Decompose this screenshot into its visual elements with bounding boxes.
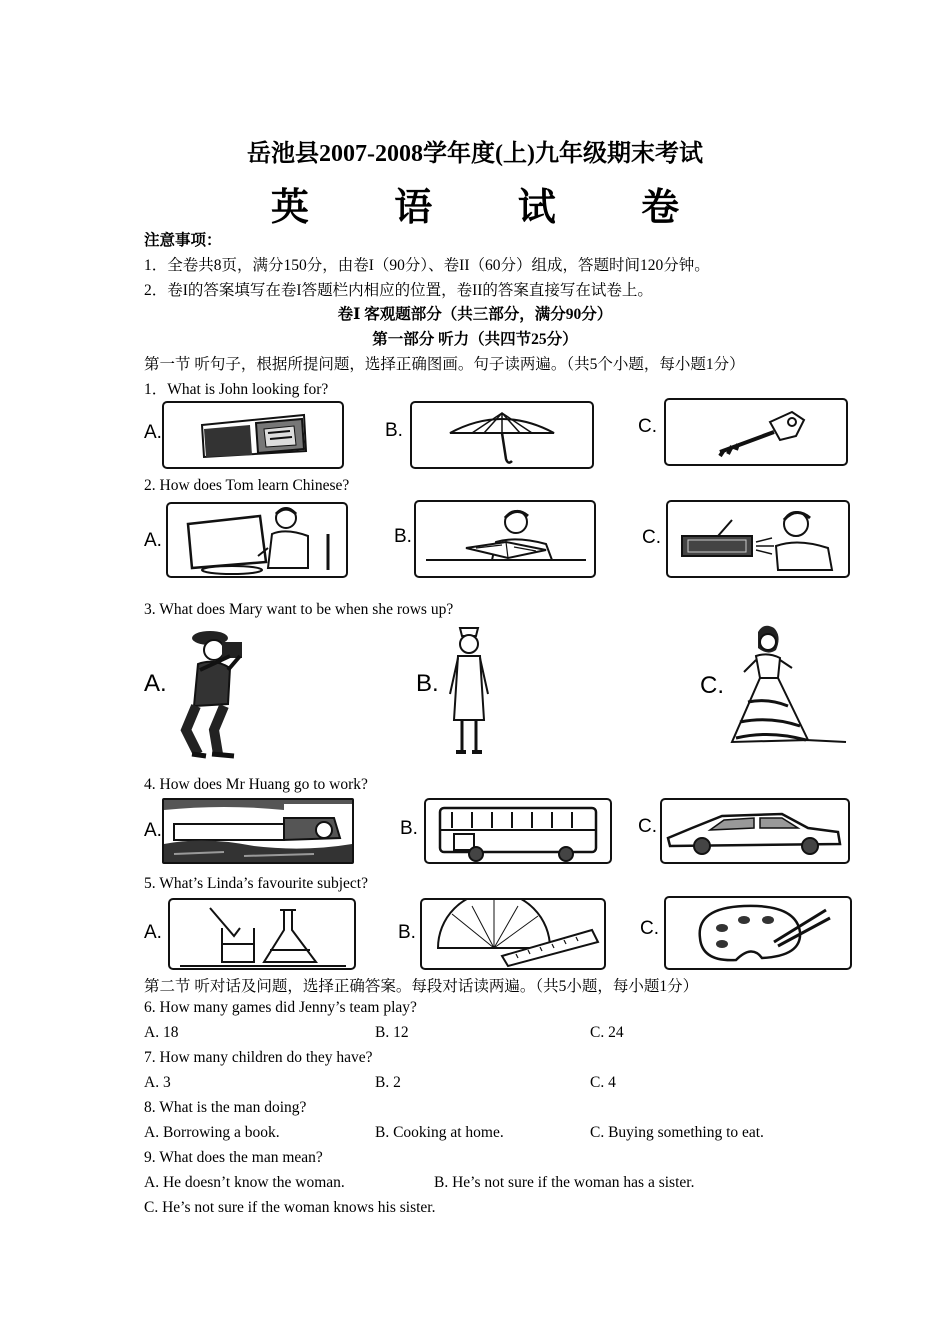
option-b-label: B. — [398, 922, 416, 943]
chemistry-flask-picture — [168, 898, 356, 970]
option-a-label: A. — [144, 530, 162, 551]
question-9-text: 9. What does the man mean? — [144, 1149, 323, 1166]
option-a-label: A. — [144, 922, 162, 943]
train-picture — [162, 798, 354, 864]
option-c: C. He’s not sure if the woman knows his sister. — [144, 1199, 436, 1216]
photographer-icon — [170, 626, 254, 760]
option-b-label: B. — [400, 818, 418, 839]
option-b: B. 2 — [375, 1074, 401, 1091]
car-picture — [660, 798, 850, 864]
note-item: 1．全卷共8页，满分150分，由卷I（90分）、卷II（60分）组成，答题时间120分钟。 — [144, 257, 710, 274]
exam-subtitle: 英 语 试 卷 — [270, 185, 716, 229]
question-6-text: 6. How many games did Jenny’s team play? — [144, 999, 417, 1016]
question-5-text: 5. What’s Linda’s favourite subject? — [144, 875, 368, 892]
option-c-label: C. — [638, 816, 657, 837]
option-b-label: B. — [394, 526, 412, 547]
question-1-text: 1．What is John looking for? — [144, 381, 329, 398]
part-heading: 第一部分 听力（共四节25分） — [372, 331, 578, 348]
option-b-label: B. — [416, 670, 439, 697]
wallet-icon — [164, 403, 342, 467]
boy-listening-radio-picture — [666, 500, 850, 578]
car-icon — [662, 800, 848, 862]
photographer-picture — [170, 626, 254, 760]
option-a-label: A. — [144, 670, 167, 697]
protractor-icon — [422, 900, 604, 968]
option-a: A. 3 — [144, 1074, 171, 1091]
option-c: C. 4 — [590, 1074, 616, 1091]
notes-heading: 注意事项： — [144, 232, 222, 249]
palette-icon — [666, 898, 850, 968]
dancer-icon — [728, 622, 848, 750]
bus-picture — [424, 798, 612, 864]
option-c: C. Buying something to eat. — [590, 1124, 764, 1141]
option-c-label: C. — [700, 672, 724, 699]
option-a: A. He doesn’t know the woman. — [144, 1174, 345, 1191]
computer-boy-icon — [168, 504, 346, 576]
option-b: B. 12 — [375, 1024, 409, 1041]
option-c-label: C. — [642, 527, 661, 548]
exam-title: 岳池县2007-2008学年度(上)九年级期末考试 — [247, 141, 703, 167]
question-7-text: 7. How many children do they have? — [144, 1049, 373, 1066]
option-c-label: C. — [638, 416, 657, 437]
boy-reading-book-picture — [414, 500, 596, 578]
math-protractor-picture — [420, 898, 606, 970]
umbrella-icon — [412, 403, 592, 467]
dancer-picture — [728, 622, 848, 750]
option-b: B. He’s not sure if the woman has a sister. — [434, 1174, 695, 1191]
section1-instruction: 第一节 听句子，根据所提问题，选择正确图画。句子读两遍。（共5个小题，每小题1分） — [144, 356, 745, 373]
option-a: A. Borrowing a book. — [144, 1124, 280, 1141]
book-boy-icon — [416, 502, 594, 576]
question-3-text: 3. What does Mary want to be when she rows up? — [144, 601, 454, 618]
option-b-label: B. — [385, 420, 403, 441]
nurse-picture — [444, 624, 494, 758]
option-c-label: C. — [640, 918, 659, 939]
umbrella-picture — [410, 401, 594, 469]
flask-icon — [170, 900, 354, 968]
option-a-label: A. — [144, 820, 162, 841]
question-2-text: 2. How does Tom learn Chinese? — [144, 477, 350, 494]
section2-instruction: 第二节 听对话及问题，选择正确答案。每段对话读两遍。（共5小题，每小题1分） — [144, 978, 699, 995]
key-picture — [664, 398, 848, 466]
key-icon — [666, 400, 846, 464]
note-item: 2．卷I的答案填写在卷I答题栏内相应的位置，卷II的答案直接写在试卷上。 — [144, 282, 653, 299]
question-8-text: 8. What is the man doing? — [144, 1099, 307, 1116]
option-c: C. 24 — [590, 1024, 624, 1041]
bus-icon — [426, 800, 610, 862]
question-4-text: 4. How does Mr Huang go to work? — [144, 776, 368, 793]
option-a-label: A. — [144, 422, 162, 443]
boy-at-computer-picture — [166, 502, 348, 578]
nurse-icon — [444, 624, 494, 758]
train-icon — [164, 800, 352, 862]
section-heading: 卷Ⅰ 客观题部分（共三部分，满分90分） — [337, 306, 613, 323]
option-b: B. Cooking at home. — [375, 1124, 504, 1141]
radio-boy-icon — [668, 502, 848, 576]
wallet-picture — [162, 401, 344, 469]
art-palette-picture — [664, 896, 852, 970]
option-a: A. 18 — [144, 1024, 179, 1041]
